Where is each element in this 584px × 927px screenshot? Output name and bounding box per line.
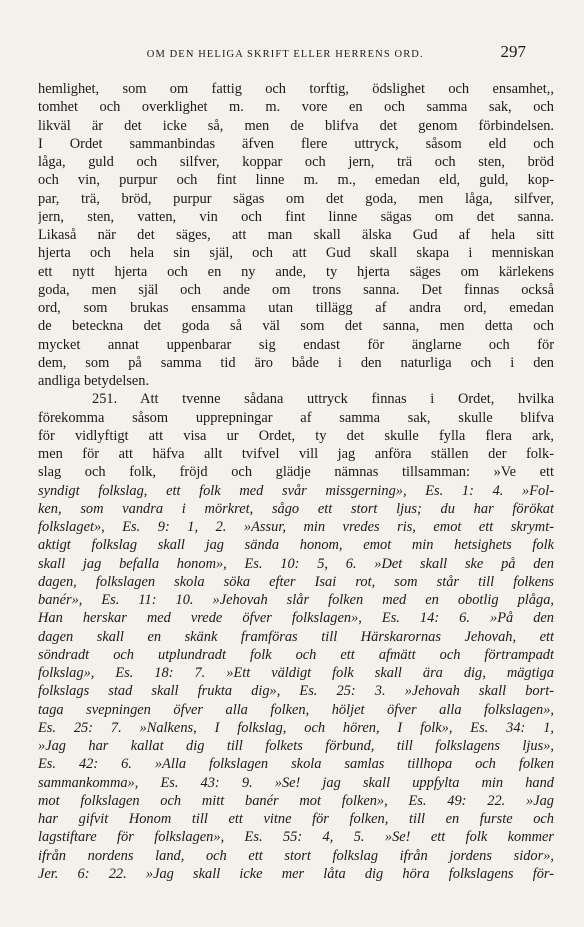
quotation-line: Es. 25: 7. »Nalkens, I folkslag, och hören, I folk», Es. 34: 1, bbox=[38, 719, 554, 736]
quotation-line: sammankomma», Es. 43: 9. »Se! jag skall uppfylta min hand bbox=[38, 774, 554, 791]
quotation-line: söndradt och utplundradt folk och ett afmätt och förtrampadt bbox=[38, 646, 554, 663]
text-line: ett nytt hjerta och en ny ande, ty hjerta säges om kärlekens bbox=[38, 263, 554, 280]
page-number: 297 bbox=[500, 42, 526, 61]
quotation-line: banér», Es. 11: 10. »Jehovah slår folken med en obotlig plåga, bbox=[38, 592, 554, 608]
text-line: likväl är det icke så, men de blifva det genom förbindelsen. bbox=[38, 117, 554, 134]
quotation-line: ken, som vandra i mörkret, sågo ett stort ljus; du har förökat bbox=[38, 500, 554, 517]
paragraph-end-line: andliga betydelsen. bbox=[38, 373, 150, 389]
quotation-line: ifrån nordens land, och ett stort folkslag ifrån jordens sidor», bbox=[38, 847, 554, 864]
quotation-line: folkslags stad skall frukta dig», Es. 25: 3. »Jehovah skall bort- bbox=[38, 683, 554, 700]
text-line: hjerta och hela sin själ, och att Gud skall skapa i menniskan bbox=[38, 245, 554, 262]
quotation-line: Jer. 6: 22. »Jag skall icke mer låta dig höra folkslagens för- bbox=[38, 865, 554, 882]
text-line: I Ordet sammanbindas äfven flere uttryck, såsom eld och bbox=[38, 135, 554, 152]
quotation-line: mot folkslagen och mitt banér mot folken», Es. 49: 22. »Jag bbox=[38, 792, 554, 809]
text-line: de beteckna det goda så väl som det sanna, men detta och bbox=[38, 318, 554, 335]
quotation-line: har gifvit Honom till ett vitne för folken, till en furste och bbox=[38, 811, 554, 827]
text-line: slag och folk, fröjd och glädje nämnas tillsamman: »Ve ett bbox=[38, 464, 554, 481]
quotation-line: taga svepningen öfver alla folken, höljet öfver alla folkslagen», bbox=[38, 701, 554, 718]
text-line: för vidlyftigt att visa ur Ordet, ty det skulle fylla flera ark, bbox=[38, 427, 554, 444]
text-line: låga, guld och silfver, koppar och jern, trä och sten, bröd bbox=[38, 154, 554, 170]
text-line: mycket annat uppenbarar sig endast för änglarne och för bbox=[38, 336, 554, 353]
page-header bbox=[38, 42, 526, 64]
text-line: par, trä, bröd, purpur sägas om det goda, men låga, silfver, bbox=[38, 190, 554, 207]
text-line: och vin, purpur och fint linne m. m., emedan eld, guld, kop- bbox=[38, 172, 554, 189]
text-line: jern, sten, vatten, vin och fint linne sägas om det sanna. bbox=[38, 208, 554, 225]
section-251-start: 251. Att tvenne sådana uttryck finnas i Ordet, hvilka bbox=[92, 391, 554, 408]
text-line: goda, men själ och ande om trons sanna. Det finnas också bbox=[38, 281, 554, 298]
text-line: ord, som brukas ensamma utan tillägg af andra ord, emedan bbox=[38, 300, 554, 316]
quotation-line: »Jag har kallat dig till folkets förbund, till folkslagens ljus», bbox=[38, 738, 554, 754]
quotation-line: folkslaget», Es. 9: 1, 2. »Assur, min vredes ris, emot ett skrymt- bbox=[38, 519, 554, 535]
quotation-line: Es. 42: 6. »Alla folkslagen skola samlas tillhopa och folken bbox=[38, 756, 554, 773]
text-line: hemlighet, som om fattig och torftig, ödslighet och ensamhet,, bbox=[38, 81, 554, 97]
text-line: men för att häfva allt tvifvel vill jag anföra ställen der folk- bbox=[38, 446, 554, 462]
text-line: Likaså när det säges, att man skall älska Gud af hela sitt bbox=[38, 227, 554, 243]
quotation-line: skall jag befalla honom», Es. 10: 5, 6. »Det skall ske på den bbox=[38, 555, 554, 572]
text-line: förekomma såsom upprepningar af samma sak, skulle blifva bbox=[38, 409, 554, 426]
text-line: tomhet och overklighet m. m. vore en och samma sak, och bbox=[38, 99, 554, 116]
quotation-line: lagstiftare för folkslagen», Es. 55: 4, 5. »Se! ett folk kommer bbox=[38, 829, 554, 846]
body-text bbox=[38, 80, 554, 883]
quotation-line: syndigt folkslag, ett folk med svår missgerning», Es. 1: 4. »Fol- bbox=[38, 482, 554, 499]
quotation-line: Han herskar med vrede öfver folkslagen», Es. 14: 6. »På den bbox=[38, 610, 554, 627]
running-title: OM DEN HELIGA SKRIFT ELLER HERRENS ORD. bbox=[146, 49, 424, 60]
quotation-line: dagen, folkslagen skola söka efter Isai rot, som står till folkens bbox=[38, 573, 554, 590]
quotation-line: aktigt folkslag skall jag sända honom, emot min hetsighets folk bbox=[38, 537, 554, 554]
quotation-line: dagen skall en skänk framföras till Härskarornas Jehovah, ett bbox=[38, 628, 554, 645]
quotation-line: folkslag», Es. 18: 7. »Ett väldigt folk skall ära dig, mägtiga bbox=[38, 665, 554, 681]
text-line: dem, som på samma tid äro både i den naturliga och i den bbox=[38, 354, 554, 371]
